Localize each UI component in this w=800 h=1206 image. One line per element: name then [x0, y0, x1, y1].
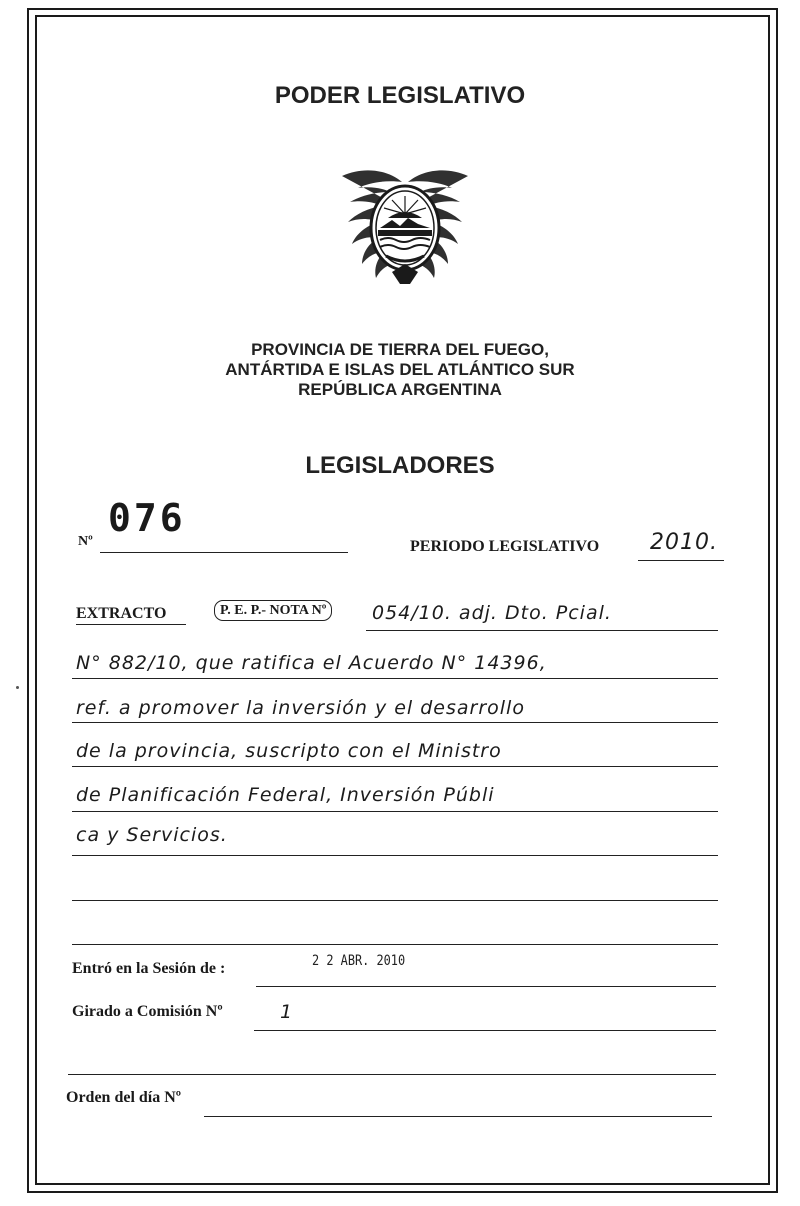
extract-label: EXTRACTO	[76, 605, 167, 622]
page-title: PODER LEGISLATIVO	[274, 82, 526, 109]
session-date-stamp: 2 2 ABR. 2010	[312, 953, 406, 969]
province-line-2: ANTÁRTIDA E ISLAS DEL ATLÁNTICO SUR	[225, 360, 575, 379]
commission-value: 1	[280, 1001, 294, 1023]
period-line	[638, 560, 724, 561]
number-line	[100, 552, 348, 553]
extract-line-6: ca y Servicios.	[76, 824, 228, 846]
ruled-line-6	[72, 855, 718, 856]
session-label: Entró en la Sesión de :	[72, 960, 226, 977]
province-line-1: PROVINCIA DE TIERRA DEL FUEGO,	[251, 340, 549, 359]
extract-line-2: N° 882/10, que ratifica el Acuerdo N° 14396,	[76, 652, 547, 674]
agenda-label: Orden del día Nº	[66, 1089, 182, 1106]
section-title: LEGISLADORES	[305, 452, 495, 479]
number-value: 076	[108, 496, 186, 540]
number-label: Nº	[78, 534, 93, 549]
ruled-line-7	[72, 900, 718, 901]
extract-line-1: 054/10. adj. Dto. Pcial.	[372, 602, 612, 624]
commission-line	[254, 1030, 716, 1031]
province-heading	[0, 340, 800, 400]
ruled-line-4	[72, 766, 718, 767]
ruled-line-1	[366, 630, 718, 631]
extract-line-4: de la provincia, suscripto con el Ministro	[76, 740, 502, 762]
ruled-line-8	[72, 944, 718, 945]
extract-label-line	[76, 624, 186, 625]
ruled-line-2	[72, 678, 718, 679]
period-value: 2010.	[650, 530, 718, 555]
extract-line-3: ref. a promover la inversión y el desarrollo	[76, 697, 525, 719]
provincial-crest-logo	[330, 162, 480, 292]
nota-stamp: P. E. P.- NOTA Nº	[214, 600, 332, 621]
period-label: PERIODO LEGISLATIVO	[410, 538, 600, 555]
ruled-line-9	[68, 1074, 716, 1075]
agenda-line	[204, 1116, 712, 1117]
ruled-line-5	[72, 811, 718, 812]
province-line-3: REPÚBLICA ARGENTINA	[298, 380, 502, 399]
ruled-line-3	[72, 722, 718, 723]
session-line	[256, 986, 716, 987]
scan-speck	[16, 686, 19, 689]
commission-label: Girado a Comisión Nº	[72, 1003, 223, 1020]
extract-line-5: de Planificación Federal, Inversión Públi	[76, 784, 495, 806]
